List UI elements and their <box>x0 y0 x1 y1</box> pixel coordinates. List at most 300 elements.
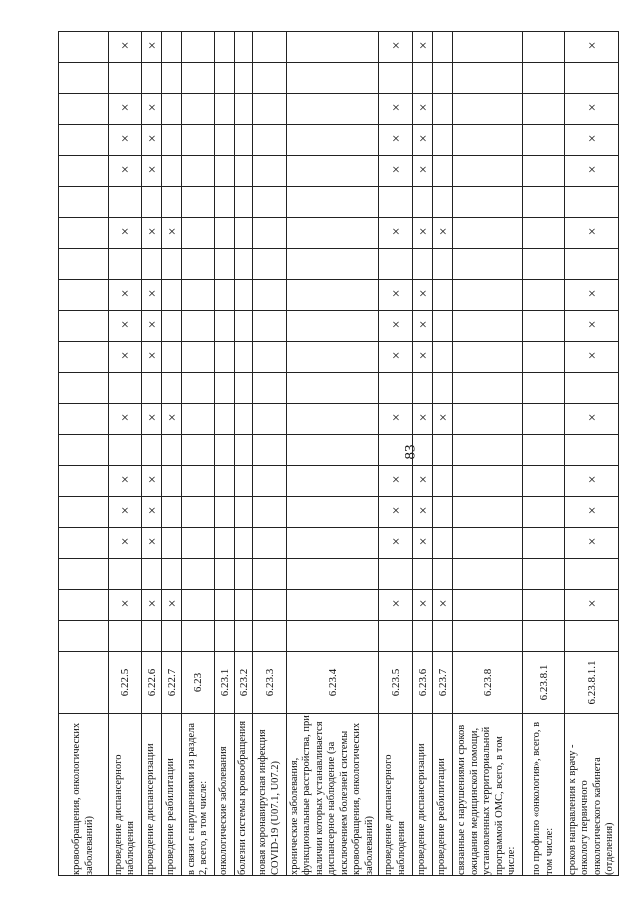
cross-mark-icon: × <box>391 101 400 116</box>
table-cell <box>433 590 453 621</box>
table-cell <box>182 280 215 311</box>
table-cell <box>182 156 215 187</box>
table-cell <box>433 621 453 652</box>
table-cell <box>453 559 523 590</box>
row-name: кровообращения, онкологических заболеваний) <box>59 714 109 876</box>
table-cell <box>413 404 433 435</box>
table-cell <box>235 342 253 373</box>
table-cell <box>182 342 215 373</box>
table-cell <box>413 621 433 652</box>
table-cell <box>235 63 253 94</box>
table-row <box>433 32 453 876</box>
table-cell <box>109 342 142 373</box>
table-cell <box>142 528 162 559</box>
table-cell <box>413 125 433 156</box>
table-cell <box>287 404 379 435</box>
cross-mark-icon: × <box>587 535 596 550</box>
table-cell <box>413 280 433 311</box>
table-cell <box>523 373 565 404</box>
cross-mark-icon: × <box>587 225 596 240</box>
table-cell <box>565 32 619 63</box>
table-row <box>182 32 215 876</box>
table-cell <box>215 125 235 156</box>
table-cell <box>235 621 253 652</box>
table-cell <box>565 280 619 311</box>
table-cell <box>162 435 182 466</box>
table-cell <box>142 559 162 590</box>
table-cell <box>433 156 453 187</box>
table-cell <box>379 528 413 559</box>
table-cell <box>162 404 182 435</box>
cross-mark-icon: × <box>418 597 427 612</box>
table-cell <box>109 590 142 621</box>
table-cell <box>413 311 433 342</box>
table-cell <box>109 156 142 187</box>
table-cell <box>162 249 182 280</box>
table-cell <box>162 187 182 218</box>
table-cell <box>109 404 142 435</box>
cross-mark-icon: × <box>418 318 427 333</box>
table-cell <box>235 218 253 249</box>
table-cell <box>253 435 287 466</box>
table-cell <box>413 94 433 125</box>
cross-mark-icon: × <box>391 163 400 178</box>
table-cell <box>162 497 182 528</box>
table-cell <box>182 249 215 280</box>
table-cell <box>453 32 523 63</box>
cross-mark-icon: × <box>587 287 596 302</box>
cross-mark-icon: × <box>391 132 400 147</box>
table-cell <box>162 218 182 249</box>
table-cell <box>142 435 162 466</box>
table-row <box>162 32 182 876</box>
table-cell <box>215 280 235 311</box>
table-cell <box>162 621 182 652</box>
table-cell <box>182 218 215 249</box>
cross-mark-icon: × <box>121 39 129 54</box>
table-cell <box>453 342 523 373</box>
table-cell <box>253 187 287 218</box>
table-cell <box>162 63 182 94</box>
table-cell <box>253 528 287 559</box>
table-cell <box>162 94 182 125</box>
cross-mark-icon: × <box>147 349 156 364</box>
table-cell <box>433 32 453 63</box>
table-cell <box>287 249 379 280</box>
table-cell <box>162 311 182 342</box>
row-code: 6.22.6 <box>142 652 162 714</box>
cross-mark-icon: × <box>147 101 156 116</box>
table-cell <box>379 280 413 311</box>
cross-mark-icon: × <box>418 287 427 302</box>
table-cell <box>59 311 109 342</box>
table-cell <box>215 466 235 497</box>
table-cell <box>523 63 565 94</box>
row-code: 6.23.8.1.1 <box>565 652 619 714</box>
cross-mark-icon: × <box>391 349 400 364</box>
table-cell <box>523 187 565 218</box>
table-cell <box>379 342 413 373</box>
table-cell <box>162 466 182 497</box>
row-name: болезни системы кровообращения <box>235 714 253 876</box>
cross-mark-icon: × <box>121 318 129 333</box>
table-cell <box>565 187 619 218</box>
table-cell <box>565 590 619 621</box>
cross-mark-icon: × <box>418 225 427 240</box>
cross-mark-icon: × <box>418 473 427 488</box>
table-cell <box>235 156 253 187</box>
table-cell <box>253 249 287 280</box>
table-cell <box>59 32 109 63</box>
cross-mark-icon: × <box>587 411 596 426</box>
table-cell <box>453 373 523 404</box>
cross-mark-icon: × <box>418 535 427 550</box>
page-number: 83 <box>402 444 419 460</box>
row-code: 6.23.6 <box>413 652 433 714</box>
table-cell <box>413 187 433 218</box>
table-cell <box>182 63 215 94</box>
row-code: 6.23.5 <box>379 652 413 714</box>
table-cell <box>565 63 619 94</box>
table-cell <box>413 497 433 528</box>
cross-mark-icon: × <box>418 163 427 178</box>
table-cell <box>433 559 453 590</box>
table-cell <box>109 559 142 590</box>
table-cell <box>287 156 379 187</box>
table-cell <box>182 466 215 497</box>
table-cell <box>413 373 433 404</box>
table-cell <box>59 373 109 404</box>
table-cell <box>109 280 142 311</box>
table-cell <box>182 125 215 156</box>
table-cell <box>565 466 619 497</box>
table-cell <box>433 404 453 435</box>
table-cell <box>523 249 565 280</box>
table-cell <box>253 311 287 342</box>
table-cell <box>109 621 142 652</box>
table-cell <box>287 218 379 249</box>
row-code: 6.23.8 <box>453 652 523 714</box>
table-cell <box>182 528 215 559</box>
cross-mark-icon: × <box>418 101 427 116</box>
table-cell <box>59 621 109 652</box>
cross-mark-icon: × <box>147 318 156 333</box>
table-cell <box>109 187 142 218</box>
cross-mark-icon: × <box>418 39 427 54</box>
table-cell <box>379 621 413 652</box>
table-cell <box>523 125 565 156</box>
table-cell <box>253 218 287 249</box>
table-cell <box>453 63 523 94</box>
cross-mark-icon: × <box>587 318 596 333</box>
table-cell <box>287 311 379 342</box>
table-cell <box>565 218 619 249</box>
cross-mark-icon: × <box>418 132 427 147</box>
table-cell <box>287 63 379 94</box>
table-cell <box>453 156 523 187</box>
table-cell <box>287 94 379 125</box>
table-row <box>523 32 565 876</box>
row-code: 6.22.5 <box>109 652 142 714</box>
table-cell <box>182 435 215 466</box>
table-cell <box>433 497 453 528</box>
table-cell <box>453 621 523 652</box>
table-row <box>453 32 523 876</box>
cross-mark-icon: × <box>587 132 596 147</box>
table-cell <box>379 125 413 156</box>
table-cell <box>379 466 413 497</box>
cross-mark-icon: × <box>391 597 400 612</box>
table-row <box>413 32 433 876</box>
row-code: 6.22.7 <box>162 652 182 714</box>
table-cell <box>215 590 235 621</box>
table-cell <box>235 466 253 497</box>
table-cell <box>523 621 565 652</box>
table-cell <box>215 435 235 466</box>
table-cell <box>162 590 182 621</box>
table-cell <box>59 218 109 249</box>
table-cell <box>215 249 235 280</box>
table-cell <box>182 404 215 435</box>
table-cell <box>379 218 413 249</box>
table-cell <box>565 528 619 559</box>
cross-mark-icon: × <box>418 411 427 426</box>
table-cell <box>215 311 235 342</box>
table-cell <box>523 32 565 63</box>
table-cell <box>565 559 619 590</box>
cross-mark-icon: × <box>121 597 129 612</box>
table-cell <box>565 311 619 342</box>
table-cell <box>59 590 109 621</box>
table-cell <box>433 125 453 156</box>
cross-mark-icon: × <box>121 535 129 550</box>
cross-mark-icon: × <box>147 473 156 488</box>
table-cell <box>565 342 619 373</box>
table-cell <box>142 280 162 311</box>
table-cell <box>565 497 619 528</box>
table-cell <box>59 63 109 94</box>
row-name: связанные с нарушениями сроков ожидания медицинской помощи, установленных территориальной программой ОМС, всего, в том числе: <box>453 714 523 876</box>
table-cell <box>379 373 413 404</box>
cross-mark-icon: × <box>587 597 596 612</box>
table-cell <box>453 94 523 125</box>
table-cell <box>142 497 162 528</box>
table-cell <box>215 187 235 218</box>
table-cell <box>59 280 109 311</box>
table-cell <box>453 466 523 497</box>
table-cell <box>413 249 433 280</box>
table-cell <box>433 94 453 125</box>
table-cell <box>287 621 379 652</box>
table-cell <box>142 373 162 404</box>
table-cell <box>59 156 109 187</box>
table-cell <box>253 156 287 187</box>
table-cell <box>142 187 162 218</box>
cross-mark-icon: × <box>418 504 427 519</box>
table-row <box>142 32 162 876</box>
table-cell <box>182 590 215 621</box>
table-cell <box>235 311 253 342</box>
cross-mark-icon: × <box>121 504 129 519</box>
table-cell <box>182 311 215 342</box>
table-cell <box>215 342 235 373</box>
table-cell <box>433 311 453 342</box>
table-cell <box>162 280 182 311</box>
table-cell <box>162 373 182 404</box>
cross-mark-icon: × <box>121 101 129 116</box>
cross-mark-icon: × <box>167 597 176 612</box>
document-table-frame <box>58 32 615 876</box>
table-cell <box>379 187 413 218</box>
table-cell <box>142 218 162 249</box>
table-cell <box>433 528 453 559</box>
table-cell <box>379 32 413 63</box>
table-cell <box>287 187 379 218</box>
table-cell <box>379 311 413 342</box>
table-cell <box>523 404 565 435</box>
table-cell <box>565 125 619 156</box>
table-cell <box>59 435 109 466</box>
cross-mark-icon: × <box>147 132 156 147</box>
table-cell <box>142 125 162 156</box>
table-cell <box>59 404 109 435</box>
table-cell <box>413 32 433 63</box>
row-name: проведение реабилитации <box>433 714 453 876</box>
table-cell <box>413 466 433 497</box>
table-cell <box>142 156 162 187</box>
table-cell <box>453 218 523 249</box>
cross-mark-icon: × <box>391 39 400 54</box>
table-cell <box>59 559 109 590</box>
table-row <box>235 32 253 876</box>
table-cell <box>235 373 253 404</box>
table-cell <box>253 32 287 63</box>
table-cell <box>215 32 235 63</box>
table-cell <box>142 63 162 94</box>
table-cell <box>215 218 235 249</box>
table-cell <box>413 528 433 559</box>
table-cell <box>413 63 433 94</box>
table-cell <box>59 249 109 280</box>
cross-mark-icon: × <box>587 163 596 178</box>
table-cell <box>287 342 379 373</box>
table-cell <box>235 280 253 311</box>
table-cell <box>523 94 565 125</box>
table-cell <box>142 590 162 621</box>
table-cell <box>235 404 253 435</box>
table-cell <box>523 559 565 590</box>
table-row <box>253 32 287 876</box>
table-cell <box>182 94 215 125</box>
rotated-table <box>58 31 619 876</box>
table-cell <box>453 280 523 311</box>
table-cell <box>109 218 142 249</box>
table-cell <box>253 404 287 435</box>
table-cell <box>287 125 379 156</box>
cross-mark-icon: × <box>438 411 447 426</box>
table-cell <box>523 342 565 373</box>
row-name: проведение реабилитации <box>162 714 182 876</box>
table-cell <box>109 94 142 125</box>
table-cell <box>433 187 453 218</box>
table-cell <box>142 466 162 497</box>
cross-mark-icon: × <box>147 225 156 240</box>
table-cell <box>565 249 619 280</box>
table-cell <box>109 497 142 528</box>
table-cell <box>379 94 413 125</box>
table-cell <box>235 32 253 63</box>
table-cell <box>109 311 142 342</box>
table-cell <box>433 249 453 280</box>
table-cell <box>253 559 287 590</box>
table-cell <box>215 404 235 435</box>
table-cell <box>182 497 215 528</box>
cross-mark-icon: × <box>147 411 156 426</box>
cross-mark-icon: × <box>147 597 156 612</box>
row-code: 6.23.7 <box>433 652 453 714</box>
table-cell <box>109 32 142 63</box>
row-code: 6.23.8.1 <box>523 652 565 714</box>
cross-mark-icon: × <box>587 39 596 54</box>
table-cell <box>162 559 182 590</box>
table-cell <box>182 187 215 218</box>
table-cell <box>453 187 523 218</box>
row-name: в связи с нарушениями из раздела 2, всего, в том числе: <box>182 714 215 876</box>
table-cell <box>379 249 413 280</box>
cross-mark-icon: × <box>391 318 400 333</box>
table-cell <box>523 497 565 528</box>
cross-mark-icon: × <box>121 225 129 240</box>
table-row <box>215 32 235 876</box>
table-cell <box>433 218 453 249</box>
table-cell <box>379 497 413 528</box>
table-cell <box>453 404 523 435</box>
table-cell <box>59 125 109 156</box>
table-cell <box>235 187 253 218</box>
table-cell <box>453 497 523 528</box>
cross-mark-icon: × <box>147 504 156 519</box>
table-cell <box>379 435 413 466</box>
cross-mark-icon: × <box>587 101 596 116</box>
table-cell <box>253 342 287 373</box>
table-cell <box>287 373 379 404</box>
cross-mark-icon: × <box>121 473 129 488</box>
row-name: по профилю «онкология», всего, в том числе: <box>523 714 565 876</box>
cross-mark-icon: × <box>587 504 596 519</box>
table-cell <box>523 280 565 311</box>
table-cell <box>453 311 523 342</box>
table-row <box>109 32 142 876</box>
table-cell <box>215 621 235 652</box>
row-name: проведение диспансерного наблюдения <box>109 714 142 876</box>
table-cell <box>523 590 565 621</box>
table-cell <box>162 342 182 373</box>
table-cell <box>253 280 287 311</box>
table-cell <box>215 63 235 94</box>
row-name: новая коронавирусная инфекция COVID-19 (U07.1, U07.2) <box>253 714 287 876</box>
row-code: 6.23.2 <box>235 652 253 714</box>
table-cell <box>142 311 162 342</box>
row-name: онкологические заболевания <box>215 714 235 876</box>
cross-mark-icon: × <box>167 411 176 426</box>
table-cell <box>109 373 142 404</box>
table-cell <box>287 497 379 528</box>
row-code: 6.23.1 <box>215 652 235 714</box>
table-cell <box>453 590 523 621</box>
table-cell <box>109 466 142 497</box>
table-cell <box>287 559 379 590</box>
table-cell <box>109 63 142 94</box>
